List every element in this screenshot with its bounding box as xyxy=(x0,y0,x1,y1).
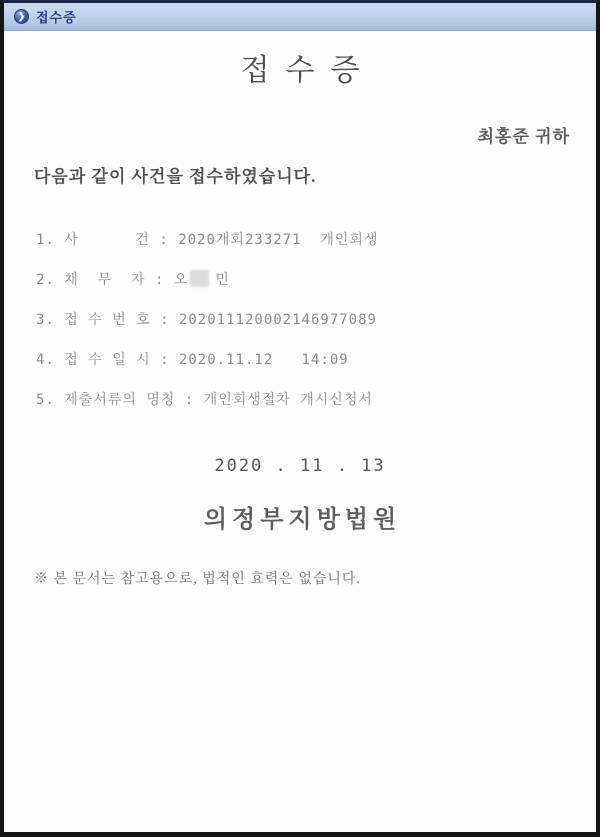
court-name: 의정부지방법원 xyxy=(203,507,402,533)
item-debtor-suffix: 민 xyxy=(215,272,230,288)
chevron-right-circle-icon xyxy=(14,9,29,24)
document-title: 접수증 xyxy=(240,54,376,87)
chevron-glyph: ❯ xyxy=(17,11,26,21)
disclaimer-note: ※ 본 문서는 참고용으로, 법적인 효력은 없습니다. xyxy=(34,572,361,587)
recipient-name: 최홍준 귀하 xyxy=(477,127,570,146)
page-header xyxy=(4,3,596,31)
redacted-name-box xyxy=(190,270,209,287)
issue-date: 2020 . 11 . 13 xyxy=(214,456,386,476)
item-case-number: 1. 사 건 : 2020개회233271 개인회생 xyxy=(36,232,379,248)
receipt-items xyxy=(4,220,596,420)
header-title: 접수증 xyxy=(36,10,77,25)
intro-text: 다음과 같이 사건을 접수하였습니다. xyxy=(34,167,317,186)
item-submitted-document: 5. 제출서류의 명칭 : 개인회생절차 개시신청서 xyxy=(36,392,373,408)
item-receipt-datetime: 4. 접 수 일 시 : 2020.11.12 14:09 xyxy=(36,352,349,368)
receipt-document xyxy=(4,51,596,837)
item-receipt-number: 3. 접 수 번 호 : 202011120002146977089 xyxy=(36,312,377,328)
item-debtor xyxy=(36,260,596,300)
item-debtor-prefix: 2. 채 무 자 : 오 xyxy=(36,272,189,288)
